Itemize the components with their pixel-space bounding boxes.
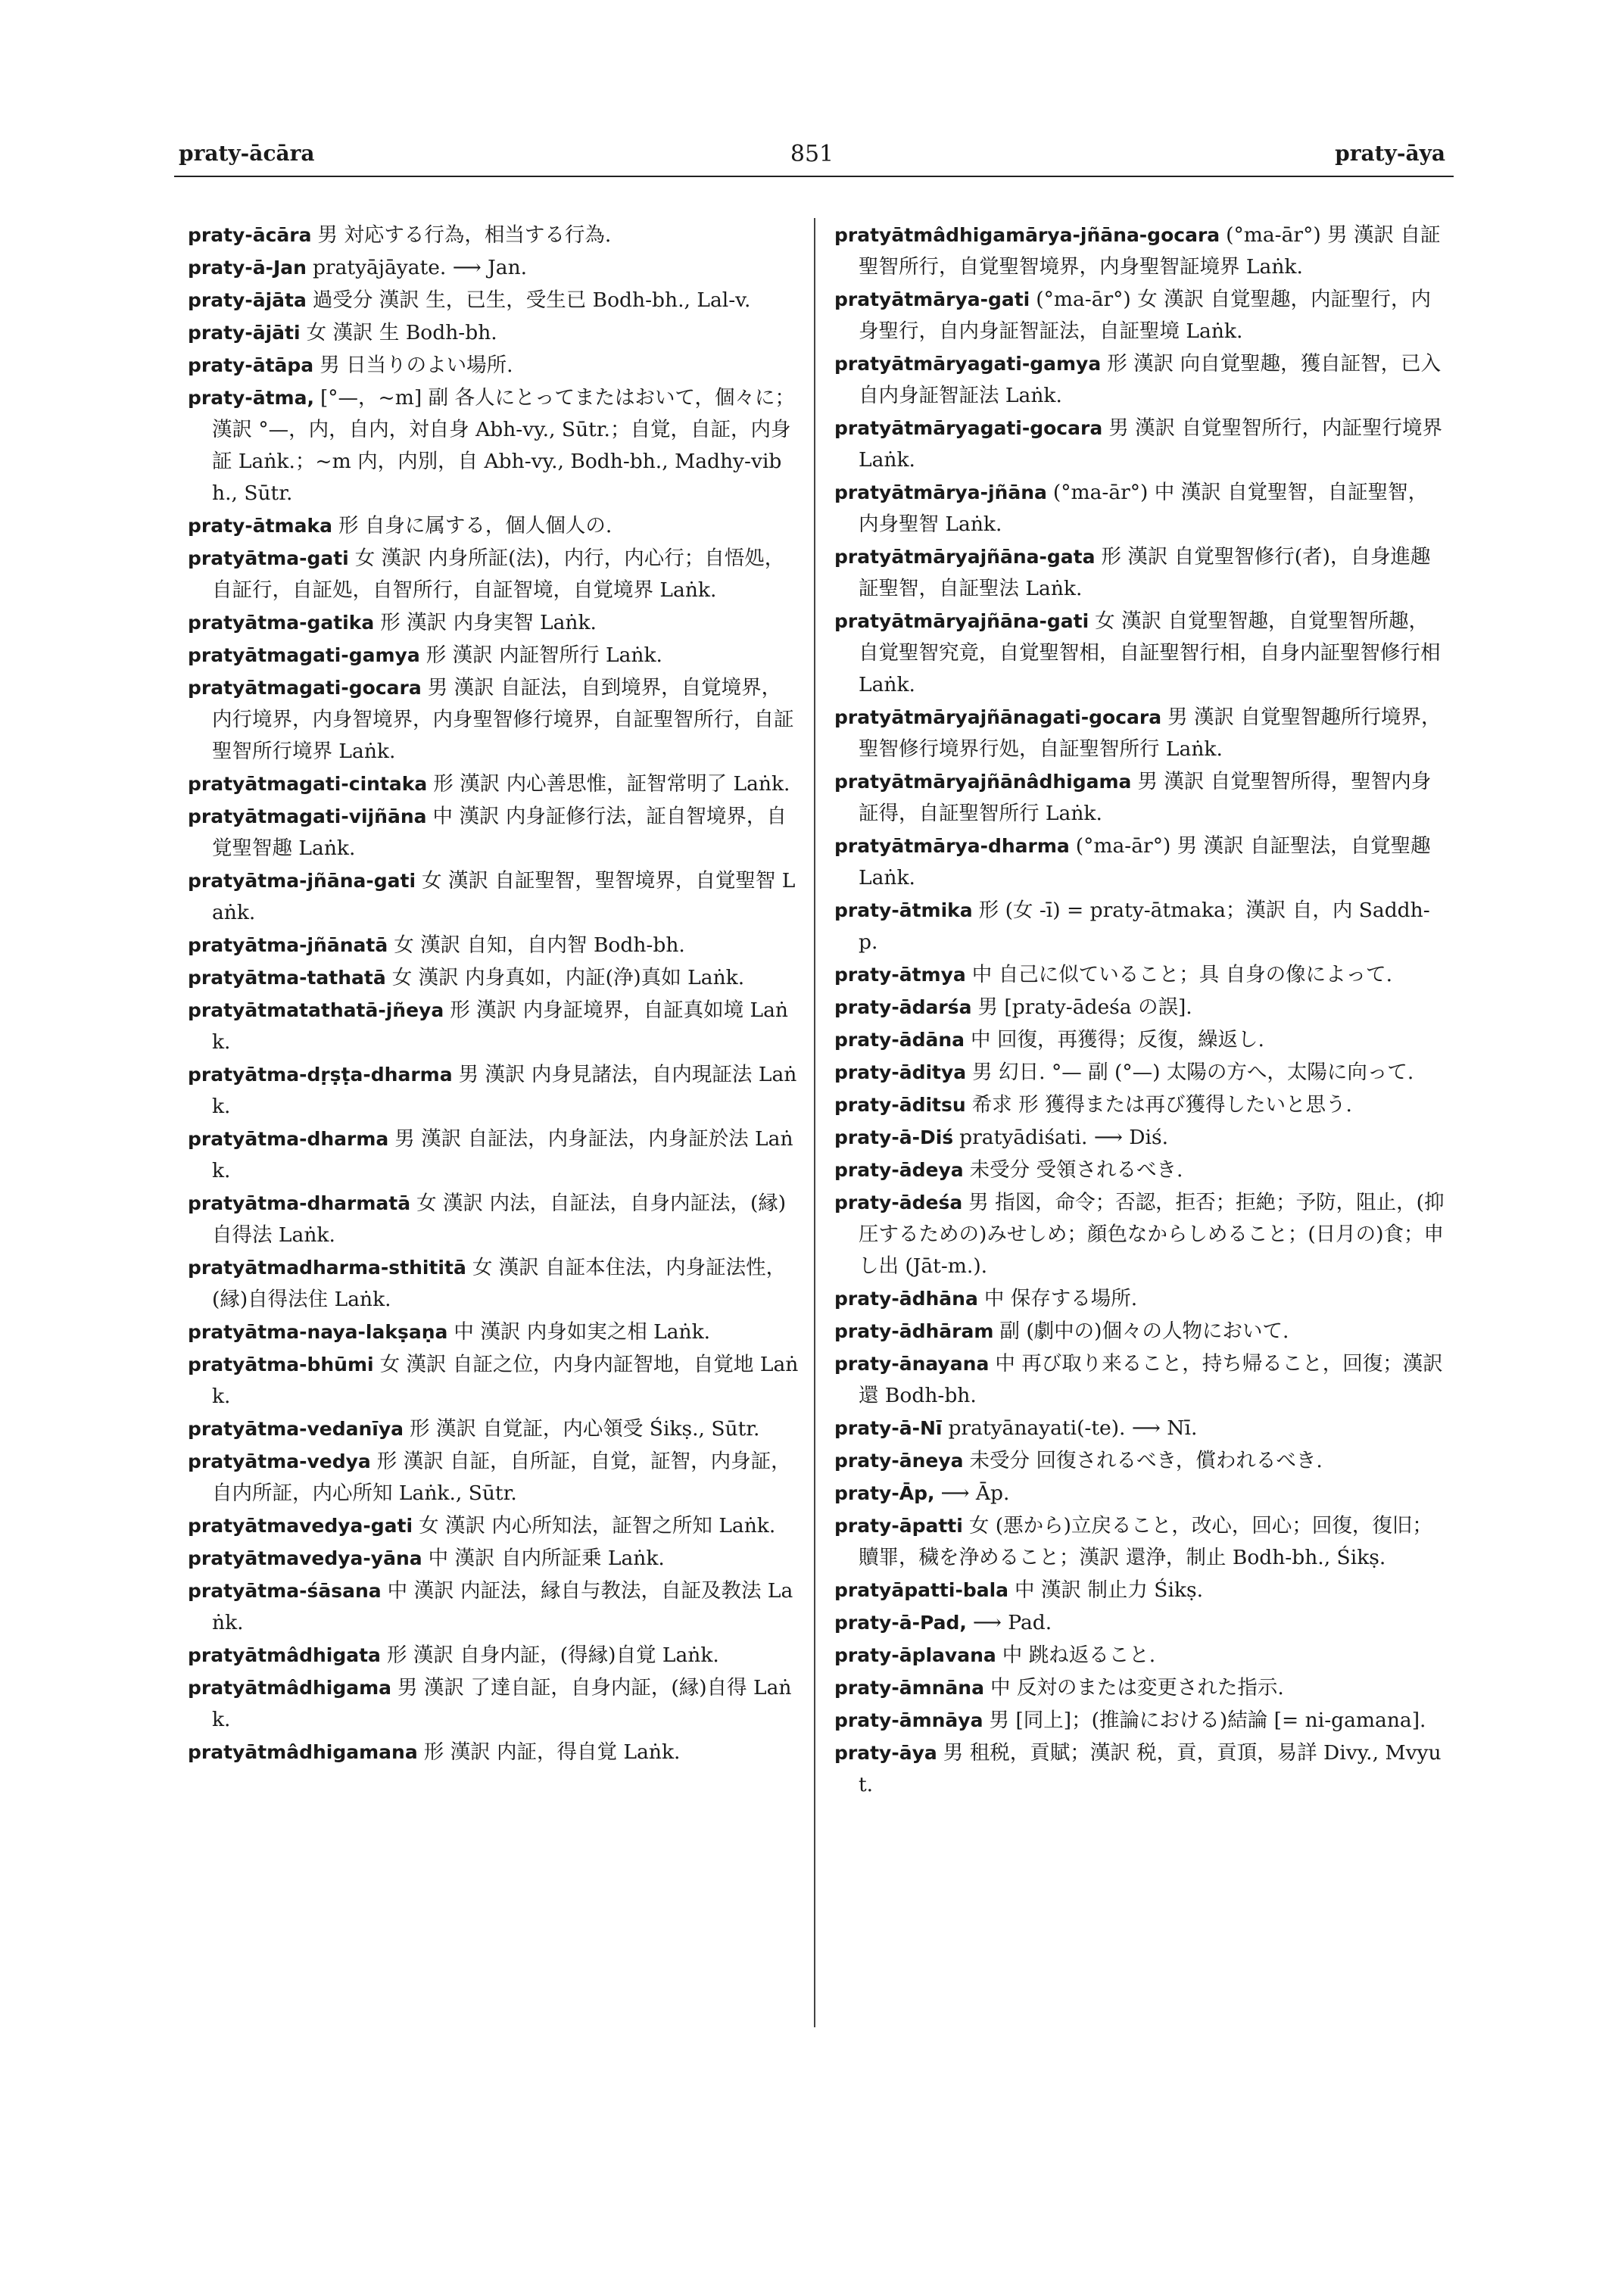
entry-definition: 中 跳ね返ること. [1002,1643,1156,1667]
entry-headword: pratyātmāryajñānâdhigama [834,771,1132,793]
entry-definition: 副 (劇中の)個々の人物において. [999,1319,1289,1343]
entry-headword: praty-ājāti [188,322,301,344]
dictionary-entry [188,801,801,865]
entry-definition: 中 漢訳 内身証修行法，証自智境界，自覚聖智趣 Laṅk. [212,805,787,860]
entry-definition: 中 自己に似ていること；具 自身の像によって. [971,963,1393,986]
entry-headword: praty-ā-Diś [834,1126,954,1148]
entry-headword: pratyātma-dṛṣṭa-dharma [188,1064,453,1086]
entry-definition: 女 漢訳 内身真如，内証(浄)真如 Laṅk. [391,966,745,989]
entry-headword: praty-ātmya [834,964,966,986]
dictionary-entry [188,252,801,284]
entry-headword: pratyātmagati-gocara [188,677,422,699]
entry-headword: pratyātmavedya-yāna [188,1547,422,1569]
entry-definition: (°ma-ār°) 中 漢訳 自覚聖智，自証聖智，内身聖智 Laṅk. [859,481,1429,536]
dictionary-entry [188,220,801,251]
dictionary-entry [188,1510,801,1542]
entry-definition: 女 漢訳 自知，自内智 Bodh-bh. [394,933,685,957]
running-head-left: praty-ācāra [179,141,315,166]
entry-headword: praty-ā-Jan [188,257,307,279]
entry-definition: 中 保存する場所. [983,1287,1138,1310]
dictionary-entry [188,1543,801,1575]
header-rule [174,176,1454,177]
entry-headword: pratyātmāryagati-gamya [834,353,1102,375]
dictionary-entry [834,1024,1448,1056]
entry-definition: 希求 形 獲得または再び獲得したいと思う. [971,1093,1352,1117]
dictionary-entry [834,992,1448,1023]
entry-definition: [°—，~m] 副 各人にとってまたはおいて，個々に；漢訳 °—，内，自内，対自身 Abh-vy., Sūtr.；自覚，自証，内身証 Laṅk.；~m 内，内別，自 Abh-vy., Bodh-bh., Madhy-vibh., Sūtr. [212,386,796,505]
entry-headword: praty-Āp, [834,1482,935,1504]
entry-definition: 未受分 回復されるべき，償われるべき. [969,1449,1323,1472]
dictionary-entry [188,543,801,606]
entry-headword: praty-ātāpa [188,354,314,376]
dictionary-entry [188,1188,801,1251]
entry-headword: praty-ādeśa [834,1192,963,1213]
entry-headword: praty-ātma, [188,387,314,409]
entry-headword: pratyātmārya-dharma [834,835,1070,857]
entry-definition: 形 漢訳 自証，自所証，自覚，証智，内身証，自内所証，内心所知 Laṅk., Sūtr. [212,1450,791,1505]
entry-headword: pratyātmagati-vijñāna [188,805,427,827]
entry-definition: 形 漢訳 内証，得自覚 Laṅk. [423,1740,681,1764]
dictionary-entry [834,1122,1448,1154]
entry-headword: pratyātmāryagati-gocara [834,417,1103,439]
entry-headword: pratyātmārya-gati [834,288,1030,310]
dictionary-entry [188,1252,801,1316]
entry-headword: pratyātma-gati [188,547,349,569]
entry-headword: praty-ājāta [188,289,307,311]
dictionary-entry [834,1089,1448,1121]
entry-headword: praty-āplavana [834,1644,996,1666]
entry-headword: pratyātmâdhigama [188,1677,392,1699]
dictionary-entry [188,962,801,994]
dictionary-entry [188,510,801,542]
entry-headword: praty-āya [834,1742,937,1764]
entry-definition: 男 指図，命令；否認，拒否；拒絶；予防，阻止，(抑圧するための)みせしめ；顔色なからしめること；(日月の)食；申し出 (Jāt-m.). [859,1191,1445,1278]
dictionary-entry [834,1445,1448,1477]
dictionary-entry [834,1154,1448,1186]
entry-headword: pratyātma-vedanīya [188,1418,404,1440]
dictionary-entry [834,1348,1448,1412]
entry-headword: pratyātmārya-jñāna [834,481,1047,503]
entry-definition: 形 漢訳 内身実智 Laṅk. [380,611,597,634]
entry-definition: pratyādiśati. ⟶ Diś. [959,1126,1168,1149]
entry-definition: 女 漢訳 自証聖智，聖智境界，自覚聖智 Laṅk. [212,869,796,924]
entry-headword: praty-ādeya [834,1159,964,1181]
entry-definition: 女 漢訳 内心所知法，証智之所知 Laṅk. [419,1514,776,1537]
dictionary-entry [834,1607,1448,1639]
entry-definition: 男 租税，貢賦；漢訳 税，貢，貢頂，易詳 Divy., Mvyut. [859,1741,1442,1796]
dictionary-entry [188,1123,801,1187]
entry-definition: 未受分 受領されるべき. [969,1158,1183,1182]
dictionary-entry [834,959,1448,991]
entry-definition: 中 漢訳 内身如実之相 Laṅk. [454,1320,711,1344]
entry-headword: pratyātma-gatika [188,612,375,634]
entry-definition: 形 漢訳 自覚聖智修行(者)，自身進趣証聖智，自証聖法 Laṅk. [859,545,1431,600]
entry-headword: pratyātmavedya-gati [188,1515,413,1537]
entry-definition: ⟶ Pad. [972,1611,1052,1634]
entry-definition: pratyānayati(-te). ⟶ Nī. [948,1416,1198,1440]
entry-definition: 男 漢訳 自証法，自到境界，自覚境界，内行境界，内身智境界，内身聖智修行境界，自証聖智所行，自証聖智所行境界 Laṅk. [212,676,794,763]
dictionary-entry [834,1316,1448,1347]
entry-definition: 女 漢訳 内身所証(法)，内行，内心行；自悟処，自証行，自証処，自智所行，自証智境，自覚境界 Laṅk. [212,547,785,602]
dictionary-entry [188,1349,801,1413]
dictionary-entry [834,766,1448,830]
dictionary-entry [834,830,1448,894]
dictionary-entry [834,1187,1448,1282]
page-number: 851 [790,141,834,167]
entry-headword: pratyātma-jñāna-gati [188,870,416,892]
entry-headword: pratyātmâdhigamana [188,1741,418,1763]
dictionary-entry [834,1057,1448,1089]
dictionary-entry [188,768,801,800]
dictionary-entry [188,382,801,509]
entry-headword: pratyātma-jñānatā [188,934,388,956]
entry-headword: praty-ā-Pad, [834,1612,967,1634]
entry-headword: pratyātmâdhigamārya-jñāna-gocara [834,224,1220,246]
dictionary-entry [188,607,801,639]
entry-definition: 男 [同上]；(推論における)結論 [= ni-gamana]. [989,1709,1426,1732]
dictionary-entry [188,1640,801,1671]
entry-headword: pratyātmāryajñānagati-gocara [834,706,1162,728]
dictionary-entry [188,672,801,768]
dictionary-entry [188,1575,801,1639]
entry-definition: 女 (悪から)立戻ること，改心，回心；回復，復旧；贖罪，穢を浄めること；漢訳 還浄，制止 Bodh-bh., Śikṣ. [859,1514,1432,1569]
entry-headword: pratyātmadharma-sthititā [188,1257,466,1279]
entry-definition: 女 漢訳 内法，自証法，自身内証法，(縁)自得法 Laṅk. [212,1192,787,1247]
entry-headword: praty-āpatti [834,1515,963,1537]
dictionary-entry [188,1672,801,1736]
entry-headword: pratyātma-dharma [188,1128,389,1150]
entry-definition: 形 (女 -ī) = praty-ātmaka；漢訳 自，内 Saddh-p. [859,899,1430,954]
right-column [834,220,1448,2036]
entry-definition: 女 漢訳 自証本住法，内身証法性，(縁)自得法住 Laṅk. [212,1256,787,1311]
entry-definition: (°ma-ār°) 男 漢訳 自証聖智所行，自覚聖智境界，内身聖智証境界 Laṅk. [859,223,1441,279]
column-divider [814,218,815,2027]
entry-headword: pratyāpatti-bala [834,1579,1009,1601]
dictionary-entry [188,1316,801,1348]
dictionary-entry [834,541,1448,605]
dictionary-entry [188,1059,801,1123]
entry-definition: 形 漢訳 向自覚聖趣，獲自証智，已入自内身証智証法 Laṅk. [859,352,1442,407]
entry-definition: 形 漢訳 自身内証，(得縁)自覚 Laṅk. [386,1643,719,1667]
entry-definition: 中 回復，再獲得；反復，繰返し. [971,1028,1264,1051]
entry-definition: 形 漢訳 自覚証，内心領受 Śikṣ., Sūtr. [410,1417,760,1441]
running-head-right: praty-āya [1335,141,1445,166]
dictionary-entry [834,1737,1448,1801]
dictionary-entry [834,1672,1448,1704]
dictionary-entry [834,1575,1448,1606]
dictionary-entry [834,413,1448,476]
dictionary-entry [834,348,1448,412]
entry-headword: pratyātmāryajñāna-gata [834,546,1096,568]
entry-definition: 形 漢訳 内心善思惟，証智常明了 Laṅk. [433,772,790,796]
entry-definition: 中 漢訳 内証法，縁自与教法，自証及教法 Laṅk. [212,1579,793,1634]
dictionary-entry [834,895,1448,958]
entry-definition: 中 漢訳 制止力 Śikṣ. [1015,1578,1204,1602]
entry-definition: 男 対応する行為，相当する行為. [317,223,612,247]
entry-headword: pratyātmāryajñāna-gati [834,610,1089,632]
dictionary-entry [834,1705,1448,1737]
entry-headword: pratyātma-bhūmi [188,1354,374,1375]
entry-definition: 形 漢訳 内証智所行 Laṅk. [425,643,662,667]
entry-definition: 男 漢訳 自覚聖智所得，聖智内身証得，自証聖智所行 Laṅk. [859,770,1432,825]
entry-headword: praty-ādāna [834,1029,965,1051]
entry-headword: praty-āneya [834,1450,964,1472]
dictionary-entry [188,1737,801,1768]
entry-definition: 中 漢訳 自内所証乗 Laṅk. [428,1547,665,1570]
entry-headword: pratyātmagati-gamya [188,644,420,666]
entry-headword: praty-āditsu [834,1094,966,1116]
dictionary-entry [834,1640,1448,1671]
entry-headword: praty-ācāra [188,224,312,246]
entry-headword: praty-āditya [834,1061,967,1083]
entry-headword: praty-ātmika [834,899,973,921]
entry-definition: 男 幻日. °— 副 (°—) 太陽の方へ，太陽に向って. [972,1061,1414,1084]
dictionary-entry [188,865,801,929]
entry-headword: pratyātma-naya-lakṣaṇa [188,1321,448,1343]
entry-definition: 男 [praty-ādeśa の誤]. [977,995,1192,1019]
entry-definition: 女 漢訳 生 Bodh-bh. [306,321,497,344]
entry-headword: praty-ādhāram [834,1320,994,1342]
entry-definition: 男 漢訳 自証法，内身証法，内身証於法 Laṅk. [212,1127,793,1182]
dictionary-entry [834,606,1448,701]
dictionary-entry [834,1283,1448,1315]
entry-headword: praty-ātmaka [188,515,332,537]
entry-definition: 男 日当りのよい場所. [320,354,513,377]
entry-definition: 男 漢訳 了達自証，自身内証，(縁)自得 Laṅk. [212,1676,792,1731]
entry-definition: 男 漢訳 自覚聖智所行，内証聖行境界 Laṅk. [859,416,1443,472]
left-column [188,220,801,2036]
entry-headword: praty-ādhāna [834,1288,978,1310]
entry-definition: ⟶ Āp. [940,1481,1010,1505]
entry-definition: pratyājāyate. ⟶ Jan. [312,256,528,279]
entry-definition: 中 反対のまたは変更された指示. [990,1676,1284,1699]
entry-definition: 中 再び取り来ること，持ち帰ること，回復；漢訳 還 Bodh-bh. [859,1352,1443,1407]
dictionary-entry [188,1413,801,1445]
entry-headword: praty-ā-Nī [834,1417,943,1439]
dictionary-entry [834,1510,1448,1574]
entry-definition: 形 漢訳 内身証境界，自証真如境 Laṅk. [212,999,788,1054]
entry-headword: praty-āmnāna [834,1677,984,1699]
entry-headword: praty-ādarśa [834,996,972,1018]
entry-definition: (°ma-ār°) 女 漢訳 自覚聖趣，内証聖行，内身聖行，自内身証智証法，自証聖境 Laṅk. [859,288,1432,343]
dictionary-entry [834,702,1448,765]
entry-headword: pratyātma-vedya [188,1450,371,1472]
entry-headword: praty-āmnāya [834,1709,983,1731]
entry-headword: pratyātma-dharmatā [188,1192,411,1214]
entry-definition: 女 漢訳 自覚聖智趣，自覚聖智所趣，自覚聖智究竟，自覚聖智相，自証聖智行相，自身内証聖智修行相 Laṅk. [859,609,1441,696]
dictionary-entry [188,317,801,349]
entry-headword: pratyātmatathatā-jñeya [188,999,444,1021]
dictionary-entry [188,285,801,316]
entry-headword: pratyātma-śāsana [188,1580,382,1602]
entry-definition: 女 漢訳 自証之位，内身内証智地，自覚地 Laṅk. [212,1353,799,1408]
entry-definition: 形 自身に属する，個人個人の. [338,514,613,537]
dictionary-entry [834,1413,1448,1444]
entry-definition: (°ma-ār°) 男 漢訳 自証聖法，自覚聖趣 Laṅk. [859,834,1431,889]
entry-headword: pratyātmagati-cintaka [188,773,428,795]
entry-definition: 過受分 漢訳 生，已生，受生已 Bodh-bh., Lal-v. [312,288,751,312]
dictionary-entry [188,350,801,382]
entry-definition: 男 漢訳 内身見諸法，自内現証法 Laṅk. [212,1063,797,1118]
dictionary-entry [188,995,801,1058]
dictionary-entry [834,1478,1448,1509]
dictionary-entry [188,640,801,671]
dictionary-entry [834,220,1448,283]
dictionary-entry [188,930,801,961]
dictionary-entry [834,477,1448,541]
dictionary-entry [188,1446,801,1509]
dictionary-entry [834,284,1448,347]
entry-headword: pratyātma-tathatā [188,967,386,989]
entry-headword: pratyātmâdhigata [188,1644,381,1666]
entry-definition: 男 漢訳 自覚聖智趣所行境界，聖智修行境界行処，自証聖智所行 Laṅk. [859,706,1442,761]
entry-headword: praty-ānayana [834,1353,990,1375]
